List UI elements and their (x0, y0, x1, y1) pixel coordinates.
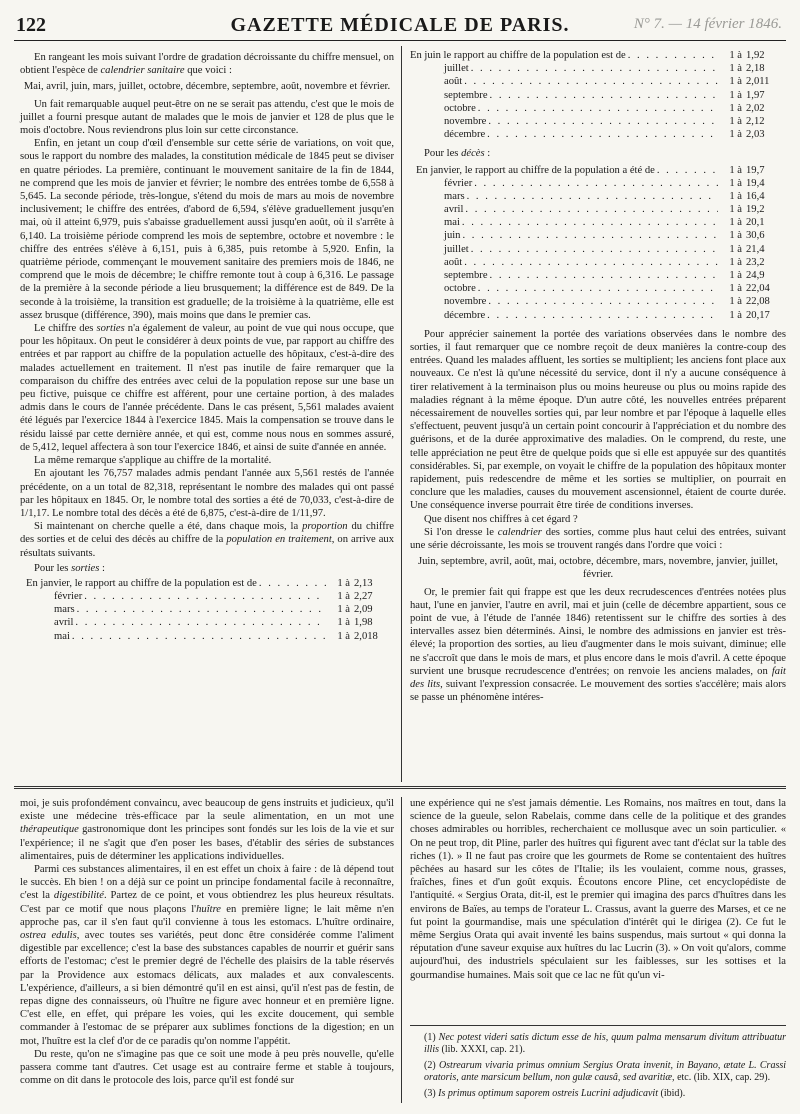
section-divider (14, 786, 786, 789)
table-row: mars . . . 1 à 16,4 (410, 190, 786, 203)
table-row: février . . . 1 à 2,27 (20, 590, 394, 603)
table-row: mai . . . 1 à 2,018 (20, 630, 394, 643)
feuilleton-column-right (410, 797, 786, 1103)
paragraph: Si l'on dresse le calendrier des sorties, comme plus haut celui des entrées, suivant une série décroissante, les mois se trouvent rangés dans l'ordre que voici : (410, 526, 786, 552)
column-divider (401, 46, 402, 782)
paragraph: Du reste, qu'on ne s'imagine pas que ce soit une mode à peu près nouvelle, qu'elle passera comme tant d'autres. Cet usage est au contraire ferme et stable à toujours, comme on dit dans le protocole des lois, parce qu'il est fondé sur (20, 1048, 394, 1087)
article-column-left (20, 51, 394, 781)
footnote: (1) Nec potest videri satis dictum esse de his, quum palma mensarum divitum attribuatur illis (lib. XXXI, cap. 21). (424, 1031, 786, 1055)
table-row: juin . . . 1 à 30,6 (410, 229, 786, 242)
months-order-list: Mai, avril, juin, mars, juillet, octobre, décembre, septembre, août, novembre et février. (23, 81, 391, 93)
table-row: décembre . . . 1 à 20,17 (410, 309, 786, 322)
paragraph: Un fait remarquable auquel peut-être on ne se serait pas attendu, c'est que le mois de juillet a fourni presque autant de malades que le mois de janvier et 128 de plus que le mois d'octobre. Nous reviendrons plus loin sur cette circonstance. (20, 98, 394, 137)
table-row: novembre . . . 1 à 22,08 (410, 295, 786, 308)
sorties-heading: Pour les sorties : (34, 562, 105, 574)
paragraph: Parmi ces substances alimentaires, il en est effet un choix à faire : de là dépend tout le succès. Eh bien ! on a déjà sur ce point un principe fondamental facile à reconnaître, c'est la digestibilité. Partez de ce point, et vous obtiendrez les plus heureux résultats. C'est par ce motif que nous plaçons l'huître en première ligne; le lait même n'en approche pas, car il s'en faut qu'il convienne à tous les estomacs. L'huître ordinaire, ostrea edulis, avec toutes ses variétés, peut donc être considérée comme l'aliment digestible par excellence; c'est la base des substances capables de nourrir et guérir sans efforts de l'estomac; c'est le premier degré de l'échelle des plaisirs de la table réservés par la Providence aux estomacs délicats, aux malades et aux convalescents. L'expérience, d'ailleurs, a si bien démontré qu'il en est ainsi, qu'il n'est pas de festin, de repas digne des connaisseurs, où l'huître ne figure avec honneur et en première ligne. C'est elle, en effet, qui prépare les voies, qui les excite doucement, qui semble commander à l'estomac de se préparer aux sublimes fonctions de la digestion; en un mot, l'huître est la clef d'or de ce paradis qu'on nomme l'appétit. (20, 864, 395, 1047)
table-row: octobre . . . 1 à 2,02 (410, 102, 786, 115)
paragraph: Le chiffre des sorties n'a également de valeur, au point de vue qui nous occupe, que pour les hôpitaux. On peut le considérer à deux points de vue, par rapport au chiffre des entrées et par rapport au chiffre de la population actuelle des hôpitaux, c'est-à-dire des malades actuellement en traitement. Il n'est pas inutile de faire remarquer que la comparaison du chiffre des entrées avec celui de la population repose sur une base un peu fictive, puisque ce chiffre est afférent, pour une certaine portion, à des malades admis dans le cours de l'année précédente. Dans le cas présent, 5,561 malades avaient été légués par l'exercice 1844 à l'exercice 1845. Mais la compensation se trouve dans le résidu laissé par cette dernière année, et qui est, comme nous nous en sommes assuré, de 5,412, lequel affectera à son tour l'exercice 1846, et ainsi de suite d'année en année. (20, 323, 394, 453)
paragraph: une expérience qui ne s'est jamais démentie. Les Romains, nos maîtres en tout, dans la science de la gueule, selon Rabelais, comme dans celle de la politique et des grandes choses admirables ou horribles, recherchaient ce mollusque avec un soin particulier. « On ne peut trop, dit Pline, parler des huîtres qui figurent avec tant d'éclat sur la table des riches (1). » Il ne faut pas croire que les gourmets de Rome se contentaient des huîtres pêchées au hasard sur les côtes de l'Italie; ils les voulaient, comme nous, grasses, fraîches, fines et d'un goût exquis. Écoutons encore Pline, cet encyclopédiste de l'antiquité. « Sergius Orata, dit-il, est le premier qui imagina des parcs d'huîtres dans les environs de Baïes, au temps de l'orateur L. Crassus, avant la guerre des Marses, et ce ne fut point la gourmandise, mais une spéculation d'intérêt qui le dirigea (2). Ce fut le même Sergius Orata qui avait inventé les bains suspendus, mais surtout « qui donna la réputation d'une saveur exquise aux huîtres du lac Lucrin (3). » On voit qu'alors, comme aujourd'hui, des industriels spéculaient sur les faiblesses, sur les sottises et la gourmandise humaines. Mais soit que ce lac ne fût qu'un vi- (410, 798, 786, 981)
paragraph: Que disent nos chiffres à cet égard ? (424, 513, 578, 525)
table-row: octobre . . . 1 à 22,04 (410, 282, 786, 295)
deces-heading: Pour les décès : (424, 148, 491, 160)
table-row: mai . . . 1 à 20,1 (410, 216, 786, 229)
table-row: avril . . . 1 à 19,2 (410, 203, 786, 216)
table-row: février . . . 1 à 19,4 (410, 177, 786, 190)
article-column-right (410, 49, 786, 781)
sorties-table (20, 577, 394, 643)
table-row: juillet . . . 1 à 21,4 (410, 243, 786, 256)
table-row: En janvier, le rapport au chiffre de la population a été de . . . 1 à 19,7 (410, 164, 786, 177)
table-row: septembre . . . 1 à 24,9 (410, 269, 786, 282)
table-row: décembre . . . 1 à 2,03 (410, 128, 786, 141)
footnotes (410, 1025, 786, 1104)
months-order-list: Juin, septembre, avril, août, mai, octobre, décembre, mars, novembre, janvier, juillet, février. (418, 556, 778, 581)
paragraph: Or, le premier fait qui frappe est que les deux recrudescences d'entrées notées plus haut, l'une en janvier, l'autre en avril, mai et juin (celle de décembre appartient, sous ce point de vue, à l'étude de l'année 1846) retentissent sur le chiffre des sorties à des intervalles assez bien déterminés. Ainsi, le nombre des admissions en janvier est très-élevé; la proportion des sorties, au lieu d'augmenter dans le mois suivant, diminue; elle ne s'accroît que dans le mois de mars, et plus encore dans le mois d'avril. A cette époque survient une brusque recrudescence d'entrées; on renvoie les anciens malades, on fait des lits, suivant l'expression consacrée. Le mouvement des sorties s'accélère; mais alors se passe un phénomène intéres- (410, 586, 786, 704)
paragraph: moi, je suis profondément convaincu, avec beaucoup de gens instruits et judicieux, qu'il existe une médecine très-efficace par la seule alimentation, en un mot une thérapeutique gastronomique dont les principes sont fondés sur les lois de la vie et sur l'expérience; il ne s'agit que d'en poser les bases, d'établir des séries de substances alimentaires, puis de déterminer les applications individuelles. (20, 798, 394, 862)
column-divider (401, 797, 402, 1103)
page-header (14, 14, 786, 41)
paragraph: Si maintenant on cherche quelle a été, dans chaque mois, la proportion du chiffre des sorties et de celui des décès au chiffre de la population en traitement, on arrive aux résultats suivants. (20, 521, 394, 559)
paragraph: Pour apprécier sainement la portée des variations observées dans le nombre des sorties, il faut remarquer que ce nombre reçoit de deux manières la contre-coup des entrées. Quand les malades affluent, les sorties se multiplient; les anciens font place aux nouveaux. Ce n'est là qu'une nécessité du service, dont il n'y a aucune conséquence à tirer relativement à la terminaison plus ou moins heureuse ou plus ou moins rapide des maladies régnant à la même époque. D'un autre côté, les nouvelles entrées préparent nécessairement de nouvelles sorties qui, par leur nombre et par l'époque à laquelle elles s'effectuent, peuvent jusqu'à un certain point concourir à l'appréciation et du nombre des guérisons, et de la durée approximative des maladies. On le comprend, du reste, une telle appréciation ne peut être de quelque poids que si elle est appuyée sur des quantités considérables. Si, par exemple, on voyait le chiffre de la population des hôpitaux monter rapidement, puis redescendre de même et les sorties se multiplier, on pourrait en conclure que les maladies, causes du mouvement ascensionnel, étaient de courte durée. Une conséquence inverse pourrait être tirée de conditions inverses. (410, 328, 786, 512)
sorties-table-continued (410, 49, 786, 141)
table-row: juillet . . . 1 à 2,18 (410, 62, 786, 75)
footnote: (2) Ostrearum vivaria primus omnium Sergius Orata invenit, in Bayano, ætate L. Crassi oratoris, ante marsicum bellum, non gulæ causâ, sed avaritiæ, etc. (lib. XIX, cap. 29). (424, 1059, 787, 1083)
paragraph: En ajoutant les 76,757 malades admis pendant l'année aux 5,561 restés de l'année précédente, on a un total de 82,318, représentant le nombre des malades qui ont passé par les hôpitaux en 1845. Or, le nombre total des sorties a été de 70,033, c'est-à-dire de 1/1,17. Le nombre total des décès a été de 6,875, c'est-à-dire de 1/11,97. (20, 468, 394, 519)
feuilleton-column-left (20, 797, 394, 1103)
table-row: mars . . . 1 à 2,09 (20, 603, 394, 616)
paragraph: Enfin, en jetant un coup d'œil d'ensemble sur cette série de variations, on voit que, sous le rapport du nombre des malades, la constitution médicale de 1845 peut se diviser en quatre périodes. La première, continuant le mouvement sanitaire de la fin de 1844, ne comprend que les mois de janvier et février; le nombre des entrées tombe de 6,558 à 5,645. La seconde période, très-longue, s'étend du mois de mars au mois de novembre inclusivement; le chiffre des entrées, d'abord de 6,594, s'élève graduellement jusqu'en mai, où il atteint 6,979, puis s'abaisse graduellement aussi jusqu'en août, où il s'arrête à 6,140. La troisième période comprend les mois de septembre, octobre et novembre : le chiffre des entrées s'élève à 6,151, puis à 6,385, puis retombe à 5,920. Enfin, la quatrième période, commençant le mouvement sanitaire des premiers mois de 1846, ne comprend que le mois de décembre; le chiffre remonte tout à coup à 6,316. Le passage de la première à la seconde période a lieu brusquement; la différence est de 849. De la seconde à la troisième, la transition est graduelle; de la troisième à la quatrième, elle est assez brusque (différence, 390), mais moins que dans le premier cas. (20, 138, 394, 321)
masthead-title: GAZETTE MÉDICALE DE PARIS. (230, 14, 570, 36)
page-number: 122 (16, 14, 46, 36)
table-row: En janvier, le rapport au chiffre de la population est de . . . 1 à 2,13 (20, 577, 394, 590)
table-row: septembre . . . 1 à 1,97 (410, 89, 786, 102)
footnote: (3) Is primus optimum saporem ostreis Lucrini adjudicavit (ibid). (424, 1087, 686, 1099)
table-row: En juin le rapport au chiffre de la population est de . . . 1 à 1,92 (410, 49, 786, 62)
paragraph: La même remarque s'applique au chiffre de la mortalité. (34, 455, 272, 467)
table-row: août . . . 1 à 23,2 (410, 256, 786, 269)
issue-info: N° 7. — 14 février 1846. (633, 16, 782, 32)
table-row: avril . . . 1 à 1,98 (20, 616, 394, 629)
table-row: août . . . 1 à 2,011 (410, 75, 786, 88)
deces-table (410, 164, 786, 322)
paragraph: En rangeant les mois suivant l'ordre de gradation décroissante du chiffre mensuel, on obtient l'espèce de calendrier sanitaire que voici : (20, 52, 394, 77)
table-row: novembre . . . 1 à 2,12 (410, 115, 786, 128)
